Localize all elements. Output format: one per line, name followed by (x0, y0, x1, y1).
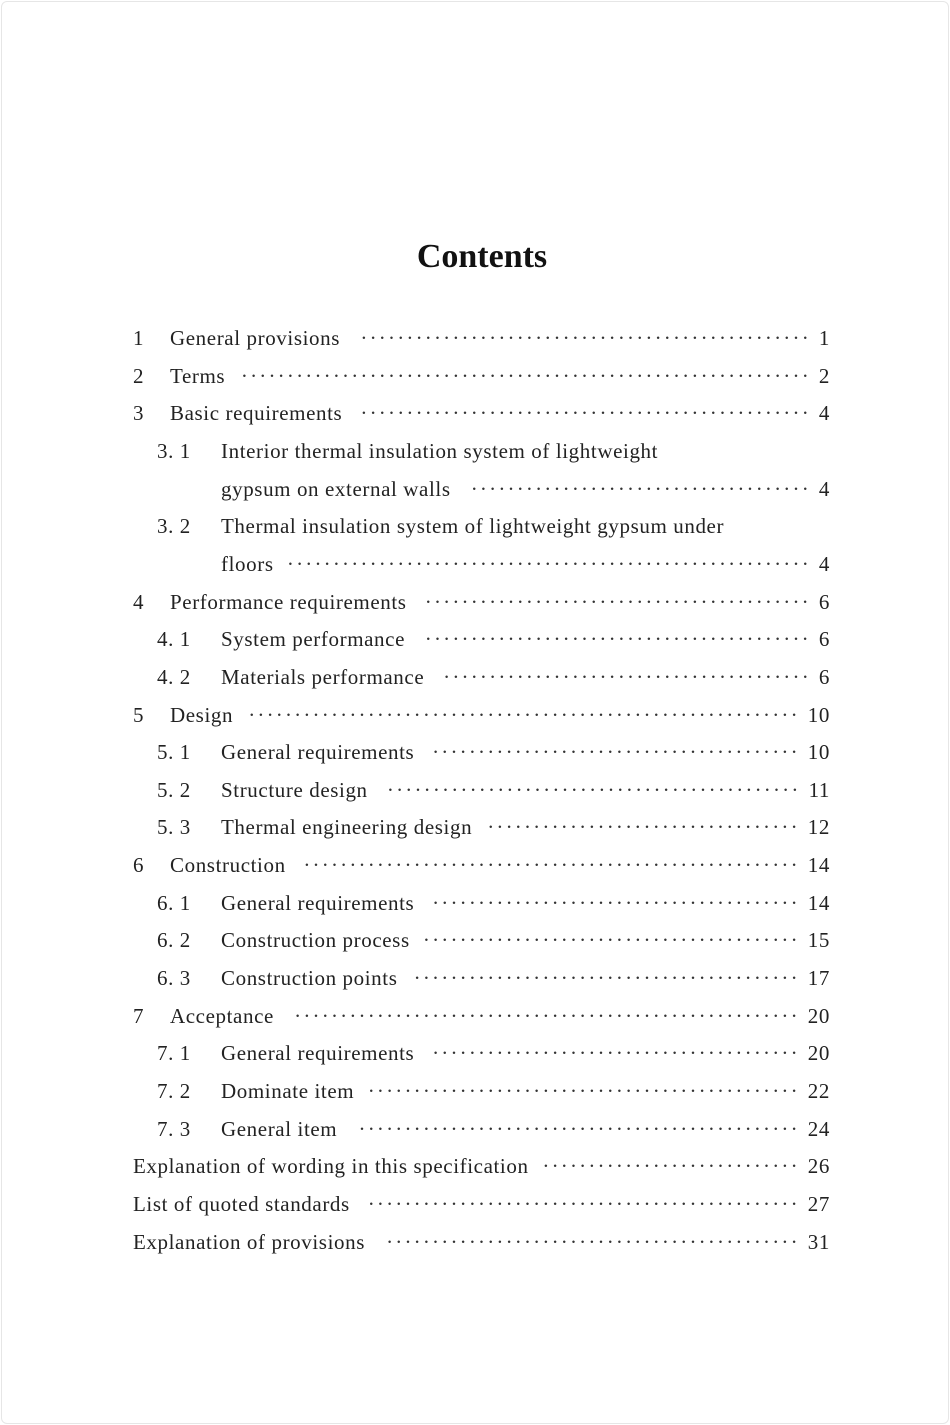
toc-entry-page: 12 (807, 815, 830, 840)
toc-entry-page: 14 (807, 853, 830, 878)
dot-leader: ········································ (443, 664, 811, 689)
toc-entry[interactable] (133, 703, 830, 733)
toc-entry-label: Construction (170, 853, 286, 878)
toc-entry[interactable] (133, 326, 830, 356)
toc-entry[interactable] (133, 928, 830, 958)
dot-leader: ········································ (432, 1041, 800, 1066)
toc-entry-page: 20 (807, 1003, 830, 1028)
toc-entry-page: 2 (818, 363, 830, 388)
toc-entry[interactable] (133, 477, 830, 507)
toc-entry-label: System performance (221, 627, 405, 652)
toc-entry-label: floors (221, 551, 274, 576)
dot-leader: ···························································· (248, 702, 800, 727)
dot-leader: ················································· (360, 401, 811, 426)
toc-entry[interactable] (133, 1230, 830, 1260)
toc-entry-page: 31 (807, 1229, 830, 1254)
toc-entry-page: 20 (807, 1041, 830, 1066)
toc-entry-label: gypsum on external walls (221, 476, 451, 501)
toc-entry-page: 15 (807, 928, 830, 953)
dot-leader: ·········································· (424, 627, 811, 652)
dot-leader: ·········································· (413, 966, 800, 991)
toc-entry-number: 4. 1 (157, 627, 191, 652)
toc-entry-number: 6. 1 (157, 890, 191, 915)
toc-entry-number: 3. 2 (157, 514, 191, 539)
toc-entry-label: Design (170, 702, 234, 727)
dot-leader: ······················································· (294, 1003, 800, 1028)
toc-entry-number: 3. 1 (157, 438, 191, 463)
dot-leader: ·········································· (424, 589, 811, 614)
dot-leader: ········································· (422, 928, 800, 953)
toc-entry[interactable] (133, 1154, 830, 1184)
toc-entry-page: 26 (807, 1154, 830, 1179)
toc-entry-number: 6 (133, 853, 145, 878)
dot-leader: ············································· (386, 1229, 800, 1254)
toc-entry-page: 10 (807, 740, 830, 765)
toc-entry-number: 4. 2 (157, 664, 191, 689)
dot-leader: ························································· (286, 551, 811, 576)
dot-leader: ··············································· (367, 1079, 800, 1103)
toc-entry-page: 1 (818, 326, 830, 350)
toc-entry-page: 4 (818, 551, 830, 576)
toc-entry-number: 6. 2 (157, 928, 191, 953)
toc-entry-page: 17 (807, 966, 830, 991)
toc-entry-number: 4 (133, 589, 145, 614)
toc-entry-label: General provisions (170, 326, 341, 350)
toc-entry-page: 24 (807, 1116, 830, 1141)
toc-entry[interactable] (133, 1041, 830, 1071)
toc-entry[interactable] (133, 815, 830, 845)
toc-entry-label: Thermal engineering design (221, 815, 473, 840)
dot-leader: ···························· (542, 1154, 800, 1179)
toc-entry-label: General requirements (221, 740, 415, 765)
page-title: Contents (416, 238, 548, 275)
toc-entry-label: Construction points (221, 966, 398, 991)
toc-entry-label: General requirements (221, 1041, 415, 1066)
toc-entry-label: Explanation of provisions (133, 1229, 365, 1254)
dot-leader: ····································· (470, 476, 811, 501)
toc-entry-number: 5. 3 (157, 815, 191, 840)
toc-entry[interactable] (133, 1192, 830, 1222)
toc-entry-number: 5. 2 (157, 777, 191, 802)
toc-entry-page: 4 (818, 401, 830, 426)
toc-entry-number: 5. 1 (157, 740, 191, 765)
toc-entry-label: Basic requirements (170, 401, 343, 426)
toc-entry[interactable] (133, 740, 830, 770)
toc-entry-page: 14 (807, 890, 830, 915)
toc-entry[interactable] (133, 627, 830, 657)
toc-entry-page: 6 (818, 627, 830, 652)
toc-entry[interactable] (133, 1117, 830, 1147)
toc-entry-number: 7 (133, 1003, 145, 1028)
dot-leader: ··············································· (367, 1191, 800, 1216)
dot-leader: ······························································ (240, 363, 811, 388)
toc-entry[interactable] (133, 853, 830, 883)
toc-entry-number: 7. 2 (157, 1079, 191, 1103)
toc-entry-page: 4 (818, 476, 830, 501)
toc-entry[interactable] (133, 1004, 830, 1034)
toc-entry-number: 6. 3 (157, 966, 191, 991)
toc-entry-number: 5 (133, 702, 145, 727)
toc-entry[interactable] (133, 778, 830, 808)
toc-entry-number: 2 (133, 363, 145, 388)
toc-entry[interactable] (133, 552, 830, 582)
toc-entry-label: Interior thermal insulation system of lightweight (221, 438, 659, 463)
toc-entry-number: 7. 3 (157, 1116, 191, 1141)
toc-entry-label: Dominate item (221, 1079, 355, 1103)
toc-entry[interactable] (133, 891, 830, 921)
toc-entry-label: General requirements (221, 890, 415, 915)
dot-leader: ················································ (358, 1116, 800, 1141)
toc-entry-number: 1 (133, 326, 145, 350)
toc-entry-label: Construction process (221, 928, 410, 953)
toc-entry-page: 10 (807, 702, 830, 727)
toc-entry[interactable] (133, 401, 830, 431)
dot-leader: ············································· (386, 777, 801, 802)
toc-entry-label: Structure design (221, 777, 368, 802)
toc-entry-label: List of quoted standards (133, 1191, 350, 1216)
toc-entry[interactable] (133, 590, 830, 620)
toc-entry-number: 3 (133, 401, 145, 426)
dot-leader: ······················································ (303, 853, 800, 878)
toc-entry-label: Thermal insulation system of lightweight gypsum under (221, 514, 725, 539)
toc-entry[interactable] (133, 1079, 830, 1109)
toc-entry-page: 11 (808, 777, 830, 802)
toc-entry-label: Explanation of wording in this specification (133, 1154, 529, 1179)
toc-entry[interactable] (133, 514, 830, 544)
dot-leader: ·································· (487, 815, 800, 840)
toc-entry[interactable] (133, 439, 830, 469)
toc-entry-page: 6 (818, 589, 830, 614)
toc-entry-label: Materials performance (221, 664, 425, 689)
toc-entry-label: Terms (170, 363, 226, 388)
dot-leader: ················································· (360, 326, 811, 350)
toc-entry-page: 22 (807, 1079, 830, 1103)
toc-entry-page: 6 (818, 664, 830, 689)
toc-entry-label: General item (221, 1116, 338, 1141)
dot-leader: ········································ (432, 890, 800, 915)
toc-entry[interactable] (133, 665, 830, 695)
toc-entry[interactable] (133, 364, 830, 394)
toc-entry-page: 27 (807, 1191, 830, 1216)
dot-leader: ········································ (432, 740, 800, 765)
toc-entry-number: 7. 1 (157, 1041, 191, 1066)
toc-entry[interactable] (133, 966, 830, 996)
toc-entry-label: Performance requirements (170, 589, 407, 614)
toc-entry-label: Acceptance (170, 1003, 274, 1028)
